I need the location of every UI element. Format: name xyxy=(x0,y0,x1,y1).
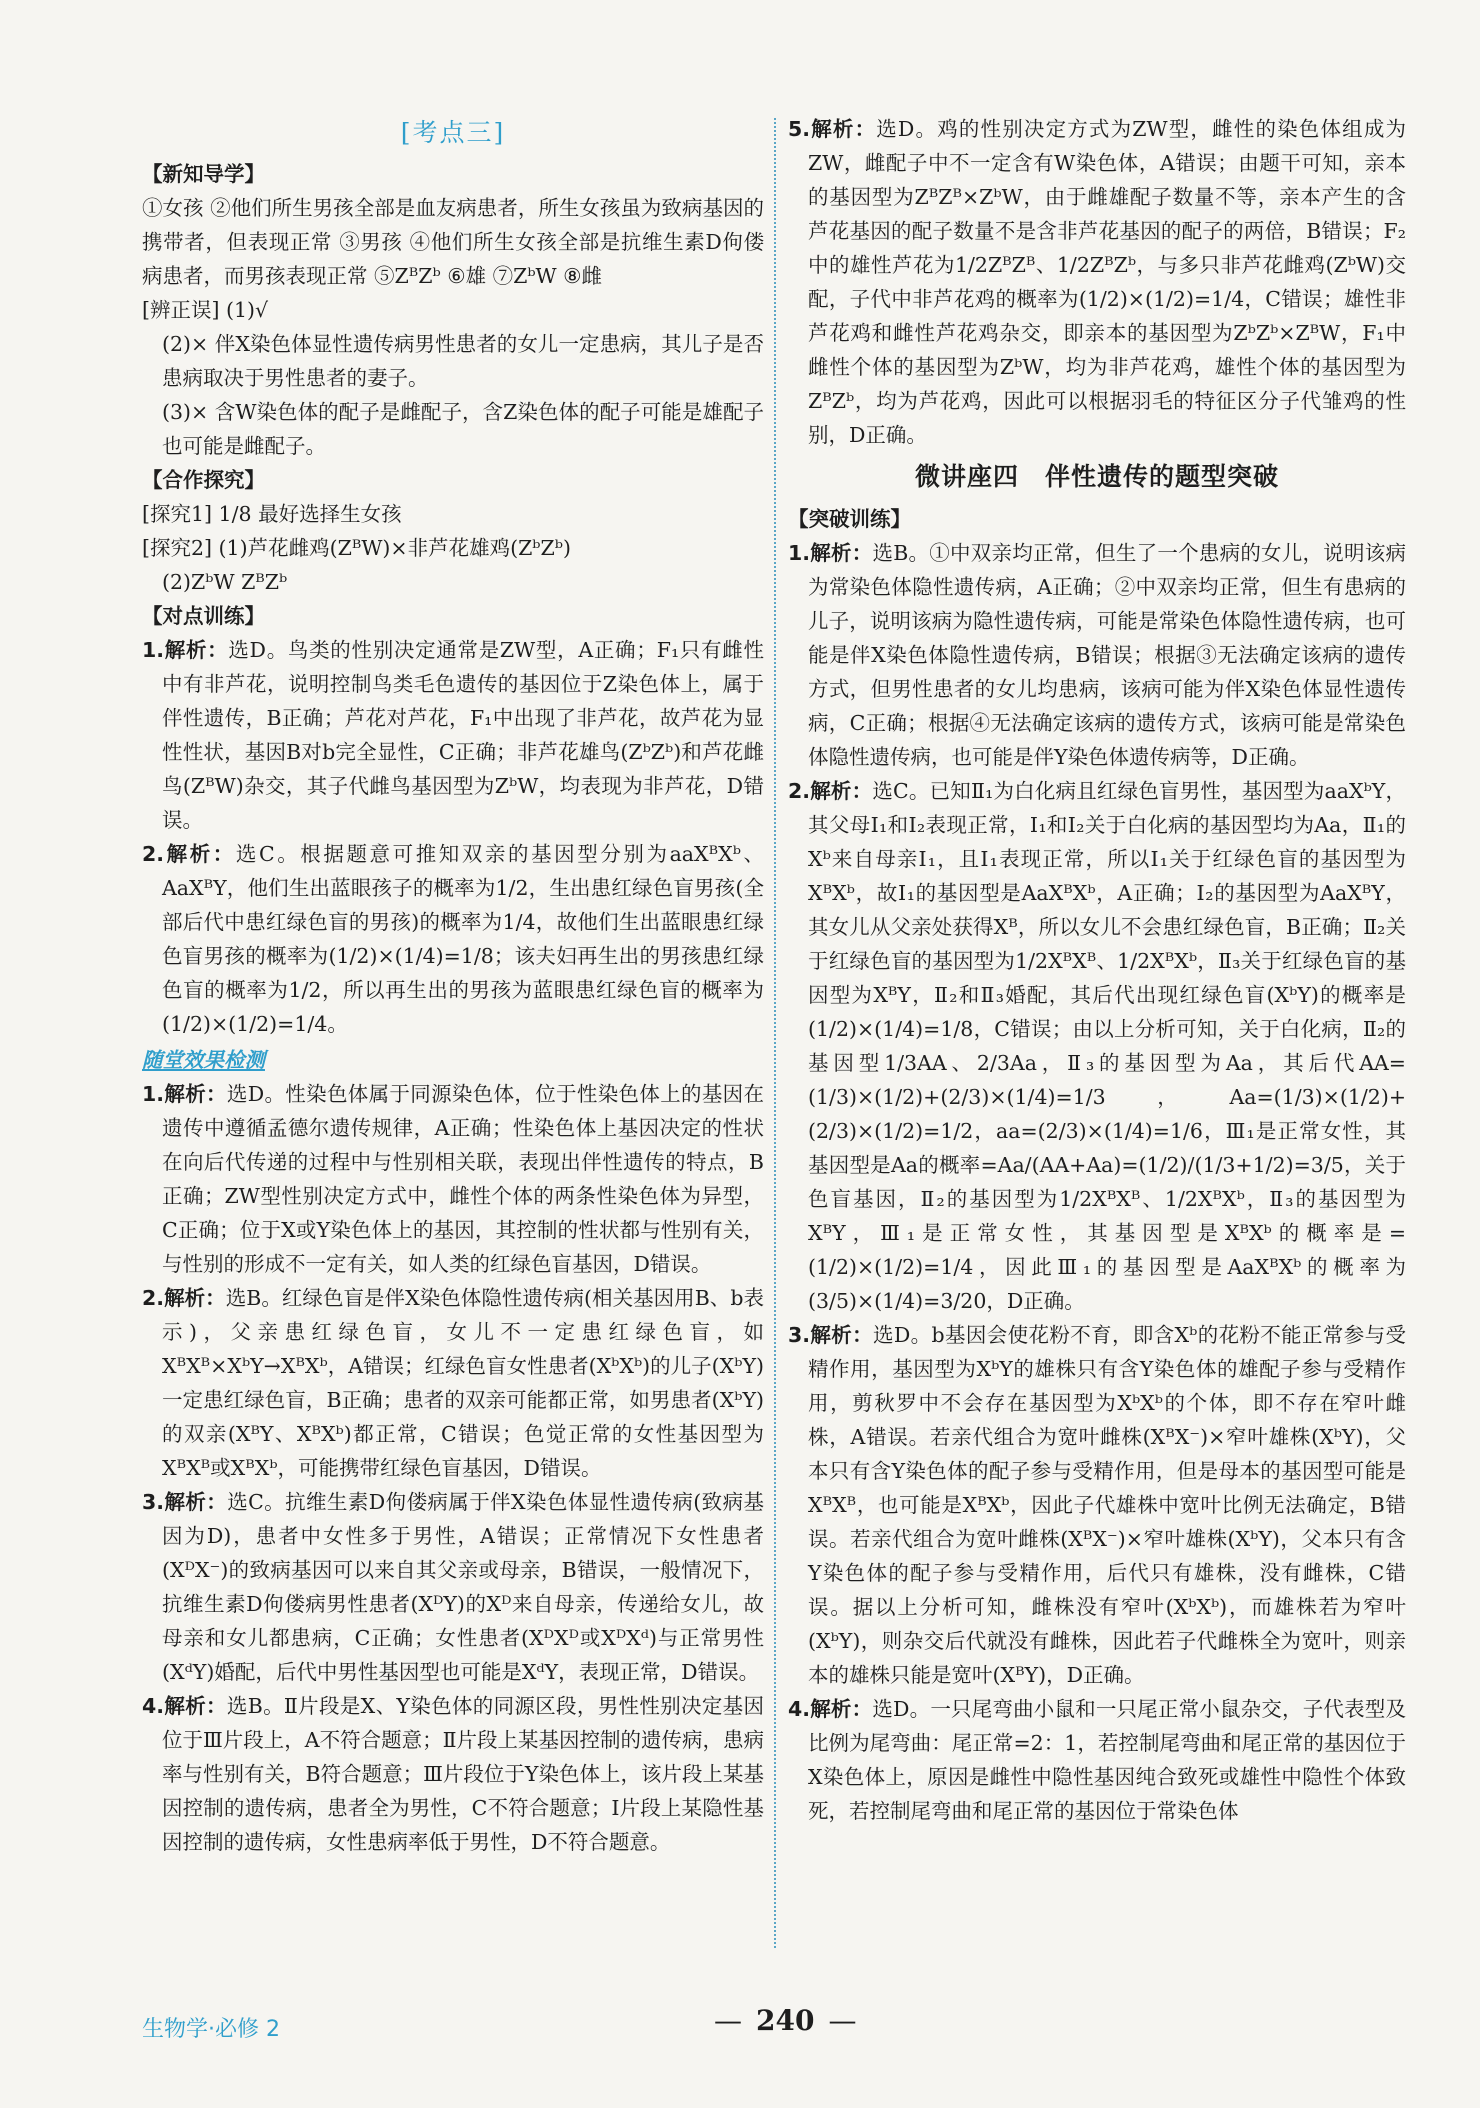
heading-xinzhi: 【新知导学】 xyxy=(142,162,265,186)
list-item: 3.解析：选D。b基因会使花粉不育，即含Xᵇ的花粉不能正常参与受精作用，基因型为XᵇY的雄株只有含Y染色体的雄配子参与受精作用，剪秋罗中不会存在基因型为XᵇXᵇ的个体，即不存在窄叶雌株，A错误。若亲代组合为宽叶雌株(XᴮX⁻)×窄叶雄株(XᵇY)，父本只有含Y染色体的配子参与受精作用，但是母本的基因型可能是XᴮXᴮ，也可能是XᴮXᵇ，因此子代雄株中宽叶比例无法确定，B错误。若亲代组合为宽叶雌株(XᴮX⁻)×窄叶雄株(XᵇY)，父本只有含Y染色体的配子参与受精作用，后代只有雄株，没有雌株，C错误。据以上分析可知，雌株没有窄叶(XᵇXᵇ)，而雄株若为窄叶(XᵇY)，则杂交后代就没有雌株，因此若子代雌株全为宽叶，则亲本的雄株只能是宽叶(XᴮY)，D正确。 xyxy=(788,1323,1406,1687)
tanjiu-1: [探究1] 1/8 最好选择生女孩 xyxy=(142,502,402,526)
heading-duidian: 【对点训练】 xyxy=(142,604,265,628)
list-item: 1.解析：选D。鸟类的性别决定通常是ZW型，A正确；F₁只有雌性中有非芦花，说明控制鸟类毛色遗传的基因位于Z染色体上，属于伴性遗传，B正确；芦花对芦花，F₁中出现了非芦花，故芦花为显性性状，基因B对b完全显性，C正确；非芦花雄鸟(ZᵇZᵇ)和芦花雌鸟(ZᴮW)杂交，其子代雌鸟基因型为ZᵇW，均表现为非芦花，D错误。 xyxy=(142,638,764,832)
list-item: 2.解析：选C。已知Ⅱ₁为白化病且红绿色盲男性，基因型为aaXᵇY，其父母Ⅰ₁和Ⅰ₂表现正常，Ⅰ₁和Ⅰ₂关于白化病的基因型均为Aa，Ⅱ₁的Xᵇ来自母亲Ⅰ₁，且Ⅰ₁表现正常，所以Ⅰ₁关于红绿色盲的基因型为XᴮXᵇ，故Ⅰ₁的基因型是AaXᴮXᵇ，A正确；Ⅰ₂的基因型为AaXᴮY，其女儿从父亲处获得Xᴮ，所以女儿不会患红绿色盲，B正确；Ⅱ₂关于红绿色盲的基因型为1/2XᴮXᴮ、1/2XᴮXᵇ，Ⅱ₃关于红绿色盲的基因型为XᴮY，Ⅱ₂和Ⅱ₃婚配，其后代出现红绿色盲(XᵇY)的概率是(1/2)×(1/4)=1/8，C错误；由以上分析可知，关于白化病，Ⅱ₂的基因型1/3AA、2/3Aa，Ⅱ₃的基因型为Aa，其后代AA=(1/3)×(1/2)+(2/3)×(1/4)=1/3，Aa=(1/3)×(1/2)+(2/3)×(1/2)=1/2，aa=(2/3)×(1/4)=1/6，Ⅲ₁是正常女性，其基因型是Aa的概率=Aa/(AA+Aa)=(1/2)/(1/3+1/2)=3/5，关于色盲基因，Ⅱ₂的基因型为1/2XᴮXᴮ、1/2XᴮXᵇ，Ⅱ₃的基因型为XᴮY，Ⅲ₁是正常女性，其基因型是XᴮXᵇ的概率是=(1/2)×(1/2)=1/4，因此Ⅲ₁的基因型是AaXᴮXᵇ的概率为(3/5)×(1/4)=3/20，D正确。 xyxy=(788,779,1406,1313)
list-item: 1.解析：选B。①中双亲均正常，但生了一个患病的女儿，说明该病为常染色体隐性遗传病，A正确；②中双亲均正常，但生有患病的儿子，说明该病为隐性遗传病，可能是常染色体隐性遗传病，也可能是伴X染色体隐性遗传病，B错误；根据③无法确定该病的遗传方式，但男性患者的女儿均患病，该病可能为伴X染色体显性遗传病，C正确；根据④无法确定该病的遗传方式，该病可能是常染色体隐性遗传病，也可能是伴Y染色体遗传病等，D正确。 xyxy=(788,541,1406,769)
tanjiu-2b: (2)ZᵇW ZᴮZᵇ xyxy=(162,570,288,594)
list-item: 3.解析：选C。抗维生素D佝偻病属于伴X染色体显性遗传病(致病基因为D)，患者中女性多于男性，A错误；正常情况下女性患者(XᴰX⁻)的致病基因可以来自其父亲或母亲，B错误，一般情况下，抗维生素D佝偻病男性患者(XᴰY)的Xᴰ来自母亲，传递给女儿，故母亲和女儿都患病，C正确；女性患者(XᴰXᴰ或XᴰXᵈ)与正常男性(XᵈY)婚配，后代中男性基因型也可能是XᵈY，表现正常，D错误。 xyxy=(142,1490,764,1684)
tanjiu-2: [探究2] (1)芦花雌鸡(ZᴮW)×非芦花雄鸡(ZᵇZᵇ) xyxy=(142,536,571,560)
list-item: 4.解析：选D。一只尾弯曲小鼠和一只尾正常小鼠杂交，子代表型及比例为尾弯曲：尾正常=2：1，若控制尾弯曲和尾正常的基因位于X染色体上，原因是雌性中隐性基因纯合致死或雄性中隐性个体致死，若控制尾弯曲和尾正常的基因位于常染色体 xyxy=(788,1697,1406,1823)
right-column xyxy=(788,112,1406,1828)
list-item: 2.解析：选B。红绿色盲是伴X染色体隐性遗传病(相关基因用B、b表示)，父亲患红绿色盲，女儿不一定患红绿色盲，如XᴮXᴮ×XᵇY→XᴮXᵇ，A错误；红绿色盲女性患者(XᵇXᵇ)的儿子(XᵇY)一定患红绿色盲，B正确；患者的双亲可能都正常，如男患者(XᵇY)的双亲(XᴮY、XᴮXᵇ)都正常，C错误；色觉正常的女性基因型为XᴮXᴮ或XᴮXᵇ，可能携带红绿色盲基因，D错误。 xyxy=(142,1286,764,1480)
footer-subject: 生物学·必修 2 xyxy=(142,2017,280,2042)
list-item: 4.解析：选B。Ⅱ片段是X、Y染色体的同源区段，男性性别决定基因位于Ⅲ片段上，A不符合题意；Ⅱ片段上某基因控制的遗传病，患病率与性别有关，B符合题意；Ⅲ片段位于Y染色体上，该片段上某基因控制的遗传病，患者全为男性，C不符合题意；Ⅰ片段上某隐性基因控制的遗传病，女性患病率低于男性，D不符合题意。 xyxy=(142,1694,765,1854)
answers-xinzhi: ①女孩 ②他们所生男孩全部是血友病患者，所生女孩虽为致病基因的携带者，但表现正常 ③男孩 ④他们所生女孩全部是抗维生素D佝偻病患者，而男孩表现正常 ⑤ZᴮZᵇ ⑥雄 ⑦ZᵇW ⑧雌 xyxy=(142,196,764,288)
page-number: — 240 — xyxy=(714,2004,857,2037)
list-item: 1.解析：选D。性染色体属于同源染色体，位于性染色体上的基因在遗传中遵循孟德尔遗传规律，A正确；性染色体上基因决定的性状在向后代传递的过程中与性别相关联，表现出伴性遗传的特点，B正确；ZW型性别决定方式中，雌性个体的两条性染色体为异型，C正确；位于X或Y染色体上的基因，其控制的性状都与性别有关，与性别的形成不一定有关，如人类的红绿色盲基因，D错误。 xyxy=(142,1082,764,1276)
bianzhengwu-2: (2)× 伴X染色体显性遗传病男性患者的女儿一定患病，其儿子是否患病取决于男性患者的妻子。 xyxy=(162,332,764,390)
heading-hezuo: 【合作探究】 xyxy=(142,468,265,492)
column-divider xyxy=(774,118,776,1948)
bianzhengwu-line: [辨正误] (1)√ xyxy=(142,298,269,322)
section-heading: [考点三] xyxy=(400,118,506,147)
left-column xyxy=(142,112,764,1859)
list-item: 2.解析：选C。根据题意可推知双亲的基因型分别为aaXᴮXᵇ、AaXᴮY，他们生出蓝眼孩子的概率为1/2，生出患红绿色盲男孩(全部后代中患红绿色盲的男孩)的概率为1/4，故他们生出蓝眼患红绿色盲男孩的概率为(1/2)×(1/4)=1/8；该夫妇再生出的男孩患红绿色盲的概率为1/2，所以再生出的男孩为蓝眼患红绿色盲的概率为(1/2)×(1/2)=1/4。 xyxy=(142,842,764,1036)
heading-tupo: 【突破训练】 xyxy=(788,507,911,531)
heading-suitang: 随堂效果检测 xyxy=(142,1048,265,1072)
lecture-title: 微讲座四 伴性遗传的题型突破 xyxy=(914,462,1279,491)
bianzhengwu-3: (3)× 含W染色体的配子是雌配子，含Z染色体的配子可能是雄配子也可能是雌配子。 xyxy=(162,400,764,458)
list-item: 5.解析：选D。鸡的性别决定方式为ZW型，雌性的染色体组成为ZW，雌配子中不一定含有W染色体，A错误；由题干可知，亲本的基因型为ZᴮZᴮ×ZᵇW，由于雌雄配子数量不等，亲本产生的含芦花基因的配子数量不是含非芦花基因的配子的两倍，B错误；F₂中的雄性芦花为1/2ZᴮZᴮ、1/2ZᴮZᵇ，与多只非芦花雌鸡(ZᵇW)交配，子代中非芦花鸡的概率为(1/2)×(1/2)=1/4，C错误；雄性非芦花鸡和雌性芦花鸡杂交，即亲本的基因型为ZᵇZᵇ×ZᴮW，F₁中雌性个体的基因型为ZᵇW，均为非芦花鸡，雄性个体的基因型为ZᴮZᵇ，均为芦花鸡，因此可以根据羽毛的特征区分子代雏鸡的性别，D正确。 xyxy=(788,117,1406,447)
